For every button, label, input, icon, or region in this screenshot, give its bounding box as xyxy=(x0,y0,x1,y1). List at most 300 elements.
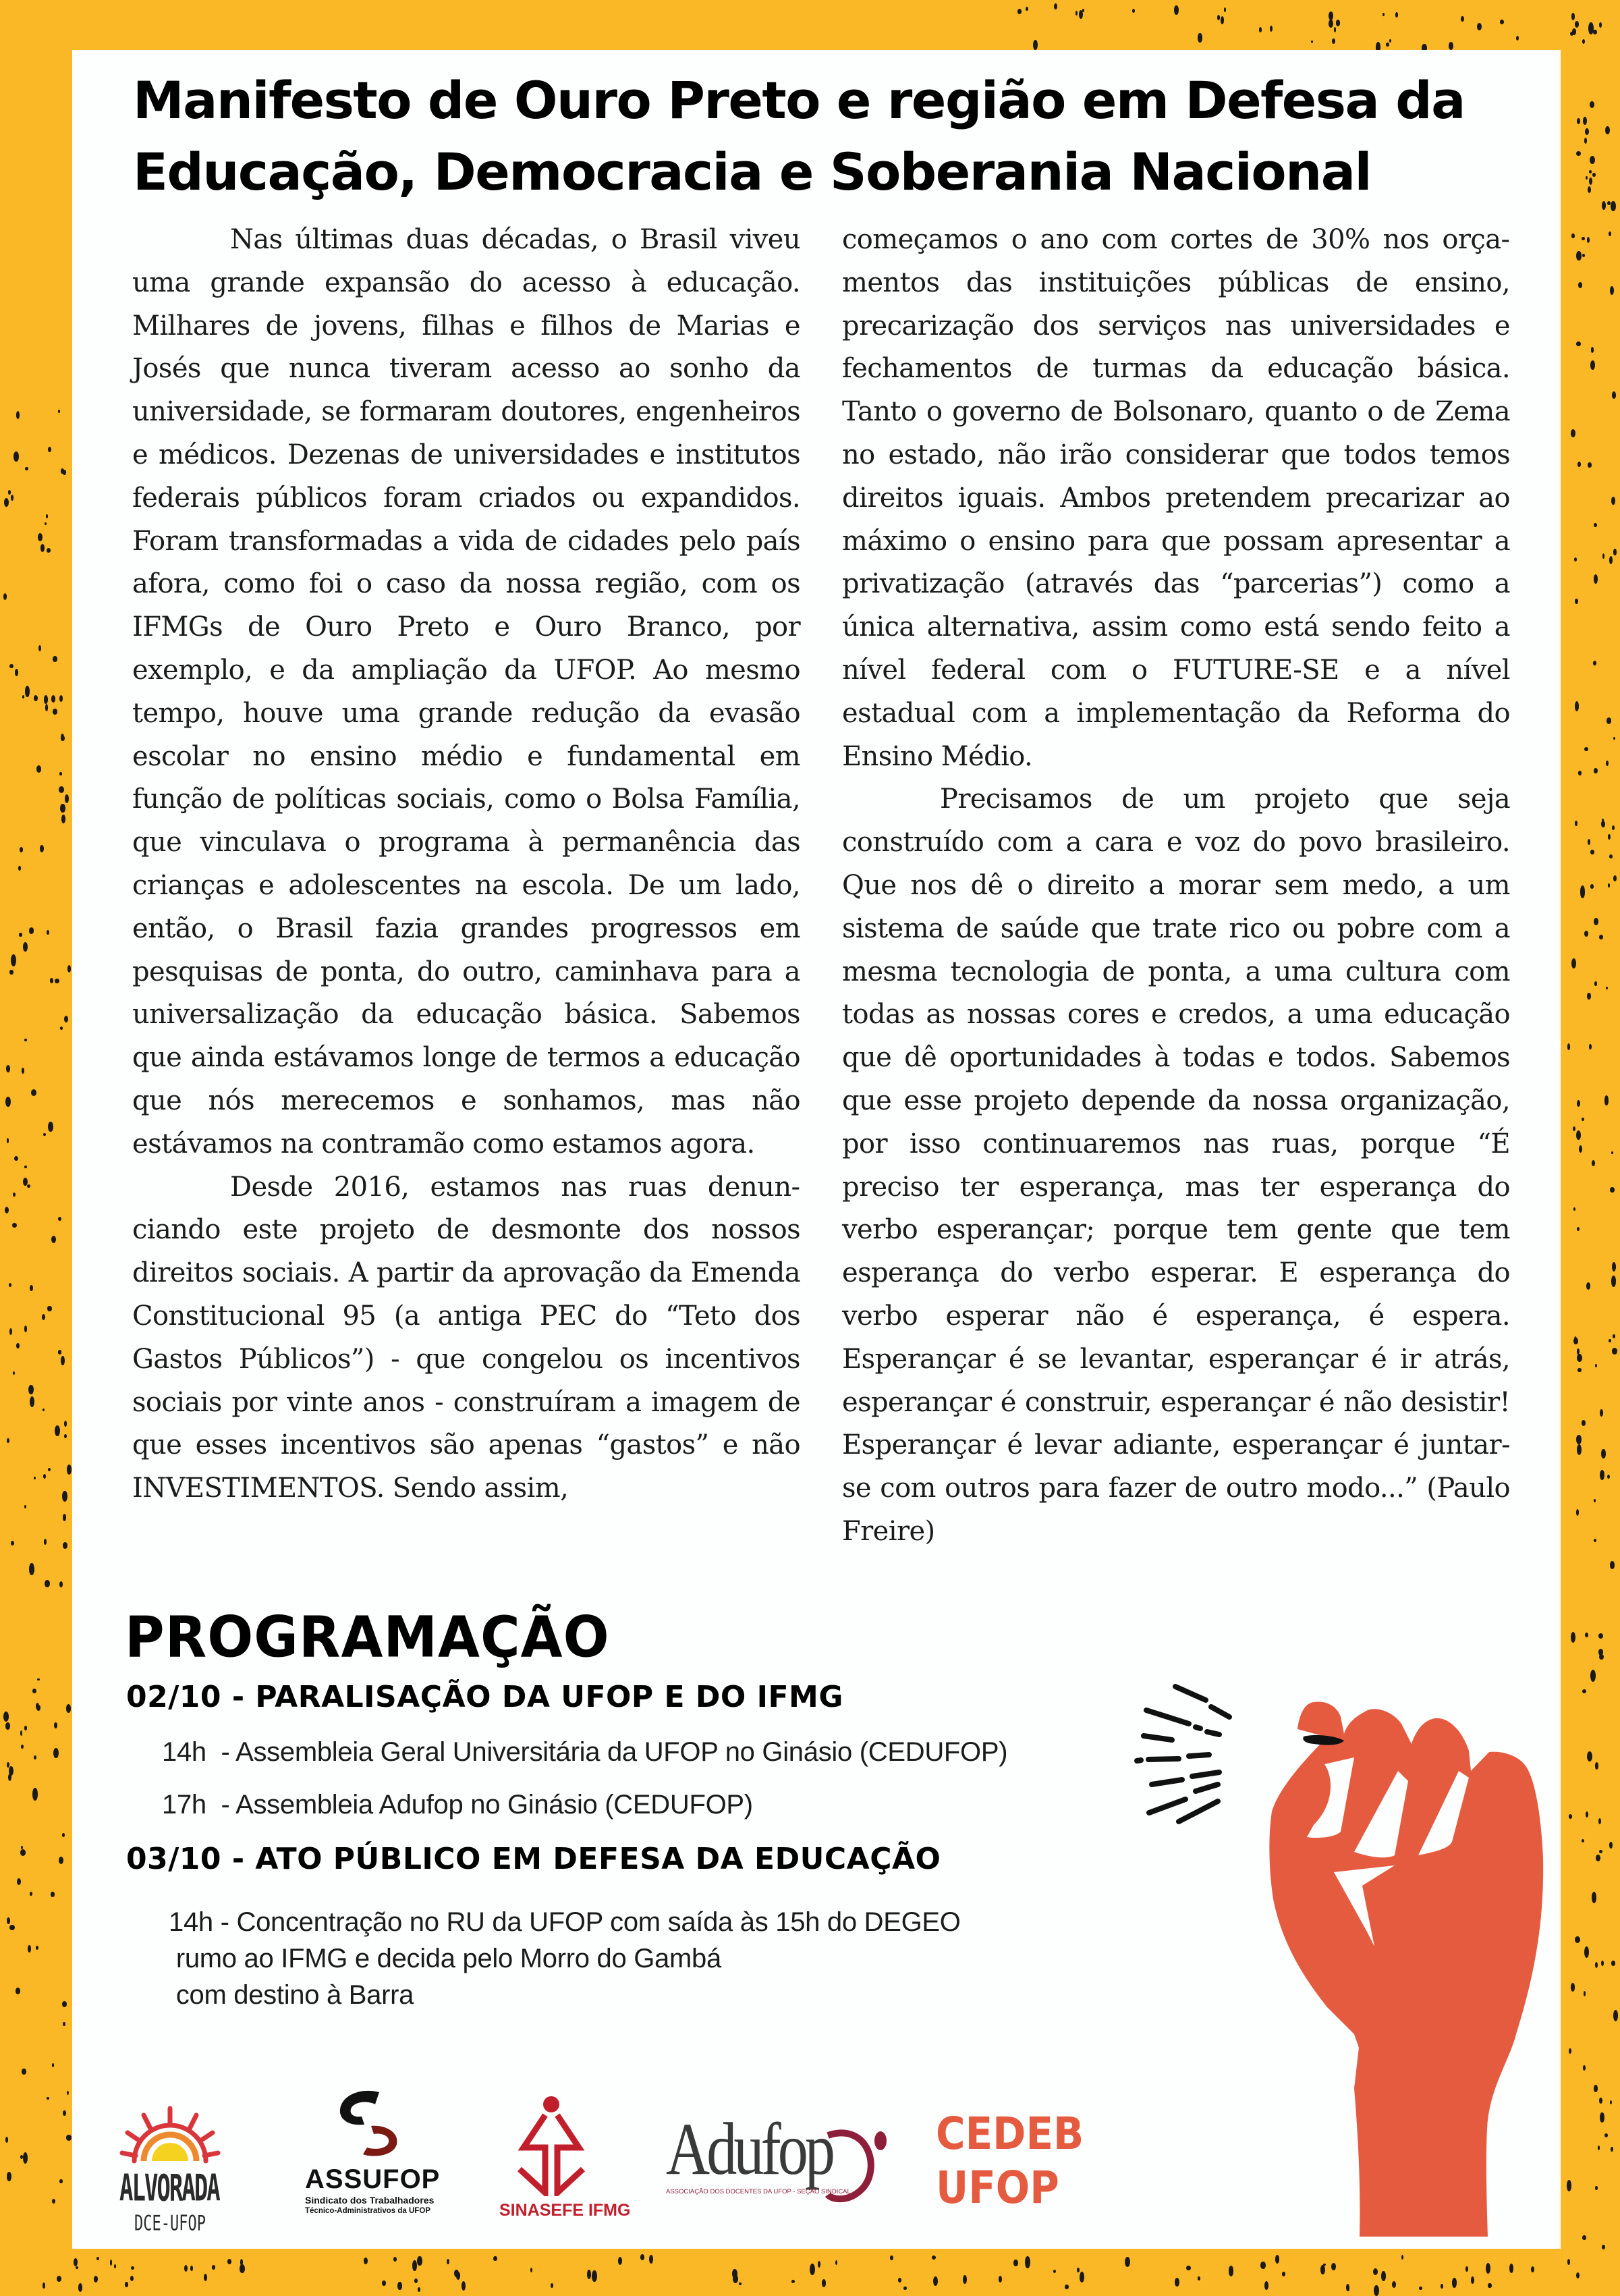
speckle xyxy=(822,2279,826,2287)
speckle xyxy=(60,1027,63,1030)
speckle xyxy=(20,1730,22,1736)
speckle xyxy=(59,772,61,775)
speckle xyxy=(1347,2287,1349,2291)
event-item: 14h - Concentração no RU da UFOP com saída às 15h do DEGEO xyxy=(169,1907,961,1938)
speckle xyxy=(1174,5,1179,15)
speckle xyxy=(1594,523,1596,527)
speckle xyxy=(1579,1145,1582,1153)
speckle xyxy=(898,2278,901,2283)
speckle xyxy=(1576,1130,1581,1140)
speckle xyxy=(1576,1509,1580,1516)
speckle xyxy=(25,686,30,696)
speckle xyxy=(1596,1855,1600,1861)
title-line-1: Manifesto de Ouro Preto e região em Defesa da xyxy=(133,70,1465,130)
speckle xyxy=(94,2276,99,2283)
speckle xyxy=(1582,1118,1584,1121)
speckle xyxy=(32,1689,36,1693)
speckle xyxy=(1601,1961,1604,1966)
speckle xyxy=(1612,1262,1616,1272)
speckle xyxy=(530,2268,532,2272)
speckle xyxy=(7,1917,10,1923)
speckle xyxy=(58,1350,62,1354)
speckle xyxy=(1082,9,1085,12)
speckle xyxy=(130,2276,134,2281)
speckle xyxy=(1571,1632,1575,1643)
speckle xyxy=(62,2001,67,2007)
speckle xyxy=(20,2155,23,2159)
speckle xyxy=(1382,13,1385,17)
assufop-name: ASSUFOP xyxy=(305,2164,447,2194)
speckle xyxy=(110,2260,113,2266)
speckle xyxy=(59,2179,63,2184)
speckle xyxy=(47,930,49,935)
speckle xyxy=(1509,2264,1513,2273)
speckle xyxy=(933,2276,938,2286)
adufop-sub: ASSOCIAÇÃO DOS DOCENTES DA UFOP - SEÇÃO SINDICAL xyxy=(666,2188,851,2195)
speckle xyxy=(1570,32,1573,36)
speckle xyxy=(1582,237,1585,240)
speckle xyxy=(1571,958,1576,968)
speckle xyxy=(131,2266,134,2270)
speckle xyxy=(45,1580,50,1588)
event-item: 14h - Assembleia Geral Universitária da UFOP no Ginásio (CEDUFOP) xyxy=(162,1737,1007,1768)
speckle xyxy=(67,2091,69,2095)
speckle xyxy=(1613,875,1617,881)
speckle xyxy=(1606,987,1608,989)
speckle xyxy=(1346,2284,1349,2291)
speckle xyxy=(418,2287,420,2292)
speckle xyxy=(13,452,18,461)
cedeb-line-2: UFOP xyxy=(936,2161,1057,2215)
speckle xyxy=(1600,2112,1604,2123)
speckle xyxy=(1613,737,1615,740)
speckle xyxy=(1572,28,1577,35)
speckle xyxy=(15,669,19,676)
speckle xyxy=(1573,1126,1575,1131)
speckle xyxy=(31,1089,36,1096)
speckle xyxy=(1229,2266,1234,2276)
speckle xyxy=(1334,27,1336,32)
speckle xyxy=(1584,138,1588,144)
speckle xyxy=(1017,9,1022,14)
speckle xyxy=(1598,1818,1601,1824)
speckle xyxy=(1612,391,1616,398)
speckle xyxy=(1077,2268,1080,2272)
speckle xyxy=(9,970,13,975)
speckle xyxy=(412,2260,416,2270)
speckle xyxy=(1221,16,1225,24)
speckle xyxy=(1198,33,1202,43)
speckle xyxy=(8,490,11,495)
speckle xyxy=(1577,1444,1582,1455)
speckle xyxy=(21,1846,23,1849)
speckle xyxy=(733,2274,738,2283)
speckle xyxy=(9,1766,13,1776)
speckle xyxy=(1595,1364,1597,1367)
raised-fist-icon xyxy=(1111,1670,1557,2243)
speckle xyxy=(1013,2260,1017,2267)
speckle xyxy=(1613,1334,1615,1338)
speckle xyxy=(34,1477,36,1479)
speckle xyxy=(1590,884,1594,889)
speckle xyxy=(47,1306,51,1312)
speckle xyxy=(1331,2263,1336,2270)
speckle xyxy=(9,1283,11,1287)
speckle xyxy=(58,410,61,413)
speckle xyxy=(6,1065,10,1072)
speckle xyxy=(1571,429,1575,437)
speckle xyxy=(59,786,64,793)
speckle xyxy=(19,933,22,937)
assufop-emblem-icon xyxy=(332,2087,413,2161)
speckle xyxy=(27,1184,30,1188)
speckle xyxy=(227,2259,231,2264)
speckle xyxy=(55,1425,60,1436)
speckle xyxy=(51,1892,54,1897)
speckle xyxy=(1599,2098,1602,2104)
speckle xyxy=(1477,23,1482,30)
speckle xyxy=(11,954,16,966)
day-heading: 03/10 - ATO PÚBLICO EM DEFESA DA EDUCAÇÃO xyxy=(126,1842,941,1876)
speckle xyxy=(1608,883,1610,887)
speckle xyxy=(9,664,13,669)
speckle xyxy=(1582,1689,1587,1694)
speckle xyxy=(34,1755,37,1759)
speckle xyxy=(1598,1633,1603,1639)
speckle xyxy=(1590,850,1594,854)
speckle xyxy=(23,2152,28,2164)
speckle xyxy=(1033,40,1038,50)
speckle xyxy=(493,2256,497,2262)
speckle xyxy=(114,2264,117,2268)
speckle xyxy=(58,1217,61,1221)
speckle xyxy=(63,1542,67,1548)
speckle xyxy=(30,1396,34,1407)
speckle xyxy=(1332,38,1335,44)
speckle xyxy=(13,1193,16,1197)
speckle xyxy=(22,1068,24,1074)
day-heading: 02/10 - PARALISAÇÃO DA UFOP E DO IFMG xyxy=(126,1680,843,1714)
speckle xyxy=(1602,553,1605,558)
speckle xyxy=(1576,341,1581,346)
manifesto-left-column xyxy=(132,219,800,1510)
speckle xyxy=(1076,11,1078,16)
speckle xyxy=(1604,1095,1609,1105)
speckle xyxy=(397,2282,401,2290)
speckle xyxy=(1576,151,1581,156)
speckle xyxy=(3,1712,9,1722)
speckle xyxy=(48,1468,51,1471)
speckle xyxy=(999,2276,1002,2283)
manifesto-paragraph: Desde 2016, estamos nas ruas denunciando este projeto de desmonte dos nossos direitos sociais. A partir da aprovação da Emenda Constitucional 95 (a antiga PEC do “Teto dos Gastos Públicos”) - que congelou os incentivos sociais por vinte anos - construíram a imagem de que esses incentivos são apenas “gastos” e não INVESTIMENTOS. Sendo assim, xyxy=(132,1166,800,1510)
speckle xyxy=(28,1945,31,1952)
speckle xyxy=(1598,2145,1600,2150)
speckle xyxy=(67,965,72,973)
speckle xyxy=(28,1385,34,1394)
speckle xyxy=(1587,993,1590,1000)
speckle xyxy=(1590,360,1595,370)
speckle xyxy=(48,447,51,452)
speckle xyxy=(1605,126,1610,134)
speckle xyxy=(22,2069,26,2074)
speckle xyxy=(1582,254,1585,258)
speckle xyxy=(65,794,69,803)
speckle xyxy=(1575,599,1578,603)
speckle xyxy=(21,1745,23,1749)
speckle xyxy=(1610,1561,1615,1570)
speckle xyxy=(1567,2259,1570,2265)
speckle xyxy=(240,2264,245,2272)
speckle xyxy=(1270,26,1273,31)
logo-alvorada xyxy=(119,2081,221,2216)
speckle xyxy=(1580,885,1586,898)
speckle xyxy=(7,1438,9,1443)
speckle xyxy=(1587,237,1590,243)
speckle xyxy=(1336,20,1341,26)
speckle xyxy=(61,736,65,740)
speckle xyxy=(1589,170,1592,173)
speckle xyxy=(36,1705,40,1710)
speckle xyxy=(1583,2065,1586,2071)
speckle xyxy=(1401,2255,1403,2260)
speckle xyxy=(184,2265,188,2272)
speckle xyxy=(1601,1449,1605,1458)
speckle xyxy=(1577,1368,1582,1373)
speckle xyxy=(1567,1043,1571,1050)
speckle xyxy=(1186,2266,1190,2270)
speckle xyxy=(1587,1751,1592,1761)
speckle xyxy=(1588,186,1591,193)
speckle xyxy=(60,804,65,812)
speckle xyxy=(1611,201,1615,211)
speckle xyxy=(24,1325,28,1332)
speckle xyxy=(5,2137,8,2143)
speckle xyxy=(1610,1187,1614,1193)
speckle xyxy=(890,2256,893,2260)
speckle xyxy=(44,1539,47,1545)
speckle xyxy=(42,1314,45,1320)
speckle xyxy=(1282,2272,1285,2276)
speckle xyxy=(45,704,49,711)
speckle xyxy=(1386,43,1389,47)
speckle xyxy=(1582,1839,1584,1842)
speckle xyxy=(1516,36,1519,40)
speckle xyxy=(1264,2281,1268,2290)
speckle xyxy=(1611,1276,1616,1287)
speckle xyxy=(1599,22,1602,28)
speckle xyxy=(46,514,49,518)
speckle xyxy=(1582,1420,1586,1426)
speckle xyxy=(61,734,64,741)
speckle xyxy=(1600,1409,1603,1417)
speckle xyxy=(587,2270,591,2279)
speckle xyxy=(1577,1227,1580,1231)
speckle xyxy=(551,2283,554,2288)
speckle xyxy=(43,1133,46,1136)
speckle xyxy=(24,1726,27,1730)
speckle xyxy=(1582,2235,1586,2241)
speckle xyxy=(1452,2278,1457,2288)
speckle xyxy=(1611,1961,1616,1966)
speckle xyxy=(1594,574,1598,583)
speckle xyxy=(29,1563,34,1575)
speckle xyxy=(1612,1348,1617,1354)
speckle xyxy=(1577,118,1580,124)
speckle xyxy=(1584,1946,1589,1958)
speckle xyxy=(1609,231,1611,237)
page-title xyxy=(133,65,1536,208)
speckle xyxy=(1329,11,1333,20)
speckle xyxy=(52,2199,55,2204)
speckle xyxy=(24,1039,26,1042)
speckle xyxy=(43,2283,45,2289)
speckle xyxy=(640,2254,644,2260)
speckle xyxy=(7,1762,9,1768)
speckle xyxy=(64,1421,67,1427)
speckle xyxy=(1595,1762,1598,1769)
manifesto-paragraph: Nas últimas duas décadas, o Brasil viveu uma grande expansão do acesso à educação. Milhares de jovens, filhas e filhos de Marias e Josés que nunca tiveram acesso ao sonho da universidade, se formaram doutores, engenheiros e médicos. Dezenas de universidades e institutos federais públicos foram criados ou expandidos. Foram transformadas a vida de cidades pelo país afora, como foi o caso da nossa região, com os IFMGs de Ouro Preto e Ouro Branco, por exemplo, e da ampliação da UFOP. Ao mesmo tempo, houve uma grande redução da evasão escolar no ensino médio e fundamental em função de políticas sociais, como o Bolsa Família, que vinculava o programa à permanência das crianças e adolescentes na escola. De um lado, então, o Brasil fazia grandes progressos em pesquisas de ponta, do outro, caminhava para a universalização da educação básica. Sabemos que ainda estávamos longe de termos a educação que nós merecemos e sonhamos, mas não estávamos na contramão como estamos agora. xyxy=(132,219,800,1166)
speckle xyxy=(456,2272,461,2280)
speckle xyxy=(1609,1842,1613,1849)
speckle xyxy=(592,2270,597,2282)
speckle xyxy=(48,1122,53,1132)
sunrise-icon xyxy=(119,2081,221,2169)
speckle xyxy=(53,656,58,662)
speckle xyxy=(78,2283,83,2292)
speckle xyxy=(1571,234,1575,238)
speckle xyxy=(74,2258,78,2266)
speckle xyxy=(47,2097,49,2100)
speckle xyxy=(8,1774,11,1781)
speckle xyxy=(1449,42,1453,50)
speckle xyxy=(1573,1338,1578,1344)
alvorada-name: ALVORADA xyxy=(119,2167,221,2210)
speckle xyxy=(1583,117,1587,125)
speckle xyxy=(4,498,9,506)
speckle xyxy=(23,942,28,951)
speckle xyxy=(5,1097,11,1107)
speckle xyxy=(1594,981,1598,985)
speckle xyxy=(3,593,7,599)
speckle xyxy=(1080,2272,1084,2283)
speckle xyxy=(1588,839,1590,845)
speckle xyxy=(51,695,56,703)
speckle xyxy=(55,979,59,983)
speckle xyxy=(1576,251,1581,261)
speckle xyxy=(1586,1811,1588,1817)
speckle xyxy=(1329,20,1333,28)
speckle xyxy=(1611,2147,1613,2151)
speckle xyxy=(212,2265,215,2270)
speckle xyxy=(1079,10,1083,19)
speckle xyxy=(96,2257,99,2261)
speckle xyxy=(1500,20,1504,24)
speckle xyxy=(204,2274,207,2281)
speckle xyxy=(1611,497,1615,505)
speckle xyxy=(1175,2278,1179,2287)
speckle xyxy=(240,2259,243,2266)
speckle xyxy=(16,411,20,419)
sinasefe-figure-icon xyxy=(514,2095,588,2196)
speckle xyxy=(618,2257,622,2265)
speckle xyxy=(32,1788,38,1800)
speckle xyxy=(51,1236,56,1243)
speckle xyxy=(1488,2283,1491,2289)
speckle xyxy=(36,1946,39,1950)
assufop-sub-2: Técnico-Administrativos da UFOP xyxy=(305,2206,447,2216)
speckle xyxy=(5,1722,10,1729)
speckle xyxy=(30,1892,32,1896)
speckle xyxy=(13,1371,16,1375)
speckle xyxy=(18,866,20,871)
speckle xyxy=(1610,2100,1612,2104)
speckle xyxy=(40,845,44,852)
speckle xyxy=(37,1678,39,1681)
speckle xyxy=(24,1505,26,1508)
manifesto-paragraph: Precisamos de um projeto que seja construído com a cara e voz do povo brasileiro. Que nos dê o direito a morar sem medo, a um sistema de saúde que trate rico ou pobre com a mesma tecnologia de ponta, a uma cultura com todas as nossas cores e credos, a uma educação que dê oportunidades à todas e todos. Sabemos que esse projeto depende da nossa organização, por isso continuaremos nas ruas, porque “É preciso ter esperança, mas ter esperança do verbo esperançar; porque tem gente que tem esperança do verbo esperar. E esperança do verbo esperar não é esperança, é espera. Esperançar é se levantar, esperançar é ir atrás, esperançar é construir, esperançar é não desistir! Esperançar é levar adiante, esperançar é juntar-se com outros para fazer de outro modo...” (Paulo Freire) xyxy=(842,778,1510,1553)
speckle xyxy=(53,1748,59,1758)
speckle xyxy=(47,548,51,553)
event-item: 17h - Assembleia Adufop no Ginásio (CEDUFOP) xyxy=(162,1790,753,1820)
speckle xyxy=(1593,661,1596,665)
speckle xyxy=(62,1491,67,1502)
speckle xyxy=(1590,101,1594,108)
speckle xyxy=(1275,2255,1280,2264)
speckle xyxy=(1575,701,1579,711)
speckle xyxy=(1586,176,1588,180)
speckle xyxy=(1595,2186,1597,2190)
manifesto-paragraph: começamos o ano com cortes de 30% nos orçamentos das instituições públicas de ensino, precarização dos serviços nas universidades e fechamentos de turmas da educação básica. Tanto o governo de Bolsonaro, quanto o de Zema no estado, não irão considerar que todos temos direitos iguais. Ambos pretendem precarizar ao máximo o ensino para que possam apresentar a privatização (através das “parcerias”) como a única alternativa, assim como está sendo feito a nível federal com o FUTURE-SE e a nível estadual com a implementação da Reforma do Ensino Médio. xyxy=(842,219,1510,778)
speckle xyxy=(61,468,64,474)
speckle xyxy=(1613,549,1617,555)
speckle xyxy=(20,1849,26,1856)
speckle xyxy=(447,2259,449,2265)
speckle xyxy=(1373,2268,1378,2275)
speckle xyxy=(53,709,57,714)
speckle xyxy=(393,2257,397,2262)
speckle xyxy=(1586,1282,1590,1289)
speckle xyxy=(1567,2180,1571,2191)
speckle xyxy=(63,470,66,475)
speckle xyxy=(34,695,38,701)
speckle xyxy=(1594,1539,1596,1542)
speckle xyxy=(732,2269,737,2278)
speckle xyxy=(1125,2257,1130,2267)
speckle xyxy=(1592,173,1596,177)
speckle xyxy=(1588,462,1592,467)
speckle xyxy=(76,2266,78,2269)
speckle xyxy=(66,1704,72,1713)
speckle xyxy=(36,765,42,773)
speckle xyxy=(1609,1339,1611,1342)
speckle xyxy=(45,522,47,525)
speckle xyxy=(1602,819,1604,821)
speckle xyxy=(59,1581,63,1587)
speckle xyxy=(1576,2272,1580,2278)
speckle xyxy=(1588,22,1594,34)
speckle xyxy=(30,1285,33,1291)
speckle xyxy=(14,1156,18,1161)
speckle xyxy=(1065,2285,1069,2289)
speckle xyxy=(835,2260,837,2266)
speckle xyxy=(61,815,66,823)
speckle xyxy=(16,1343,20,1348)
speckle xyxy=(9,1328,12,1335)
speckle xyxy=(1320,2265,1324,2274)
manifesto-right-column xyxy=(842,219,1510,1554)
speckle xyxy=(1224,7,1227,12)
speckle xyxy=(1584,747,1588,752)
